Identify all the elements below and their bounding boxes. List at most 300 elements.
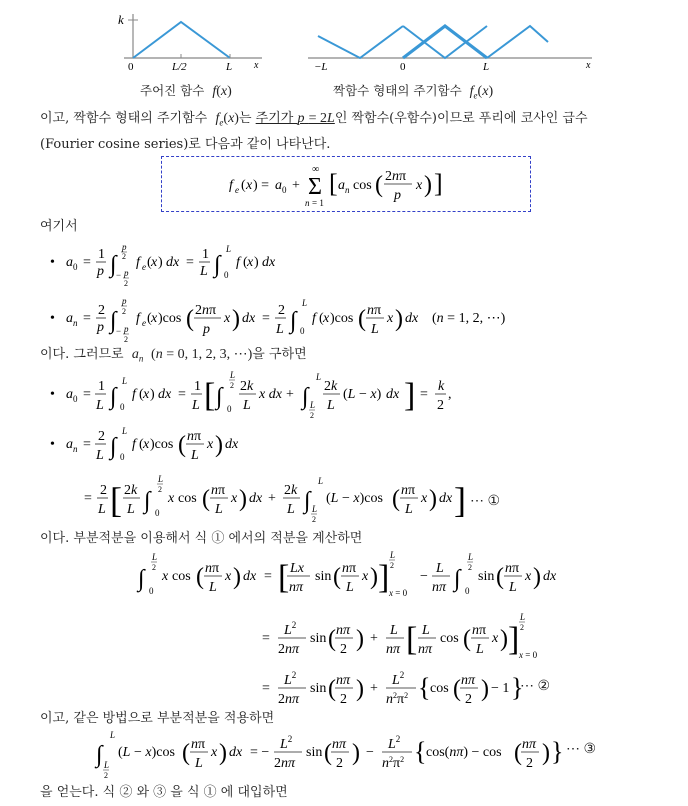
- svg-text:sin: sin: [306, 745, 323, 760]
- svg-text:π: π: [218, 483, 226, 498]
- parts-equation-1: [130, 550, 570, 608]
- svg-text:=: =: [264, 569, 272, 584]
- svg-text:2nπ: 2nπ: [385, 169, 407, 184]
- svg-text:)cos: )cos: [330, 311, 354, 326]
- svg-text:2: 2: [336, 756, 343, 771]
- svg-text:L: L: [390, 623, 398, 638]
- svg-text:cos: cos: [440, 631, 459, 646]
- svg-text:2nπ: 2nπ: [278, 642, 300, 657]
- given-function-plot: [118, 12, 262, 73]
- svg-text:n: n: [342, 561, 349, 576]
- svg-text:2: 2: [390, 561, 394, 570]
- svg-text:): ): [215, 432, 223, 458]
- svg-text:•: •: [50, 311, 55, 326]
- svg-text:nπ: nπ: [289, 580, 304, 595]
- svg-text:a: a: [66, 387, 73, 402]
- svg-text:): ): [370, 564, 378, 590]
- svg-text:k: k: [438, 379, 445, 394]
- svg-text:L2: $L^2$: [284, 670, 297, 688]
- svg-text:[: [: [329, 169, 338, 198]
- svg-text:2: 2: [520, 623, 524, 632]
- svg-text:2: 2: [526, 756, 533, 771]
- intro-line-2: (Fourier cosine series)로 다음과 같이 나타난다.: [40, 137, 331, 152]
- svg-text:(: (: [392, 486, 400, 512]
- svg-text:2: 2: [340, 642, 347, 657]
- svg-text:(: (: [178, 432, 186, 458]
- svg-text:(: (: [358, 306, 366, 332]
- svg-text:n2π2: $n^2\pi^2$: [382, 755, 405, 771]
- svg-text:L: L: [276, 322, 284, 337]
- svg-text:)cos: )cos: [158, 311, 182, 326]
- svg-text:−: −: [420, 569, 428, 584]
- svg-text:): ): [239, 486, 247, 512]
- svg-text:= −: = −: [250, 745, 270, 760]
- svg-text:2: 2: [104, 771, 108, 780]
- svg-text:L: L: [302, 298, 308, 308]
- svg-text:L: L: [195, 756, 203, 771]
- svg-text:]: ]: [434, 169, 443, 198]
- periodic-extension-plot: [308, 26, 592, 73]
- svg-text:dx: dx: [166, 255, 180, 270]
- svg-text:x: x: [151, 255, 158, 270]
- svg-text:x: x: [492, 631, 499, 646]
- svg-text:2: 2: [158, 485, 162, 494]
- svg-text:p: p: [394, 188, 401, 203]
- svg-text:L: L: [316, 372, 322, 382]
- svg-text:π: π: [349, 561, 357, 576]
- svg-text:x: x: [211, 745, 218, 760]
- svg-text:nπ: nπ: [522, 737, 537, 752]
- svg-text:x: x: [225, 569, 232, 584]
- svg-text:(: (: [328, 676, 336, 702]
- svg-text:n: n: [73, 444, 78, 454]
- svg-text:0: 0: [224, 270, 229, 280]
- svg-text:2: 2: [122, 307, 126, 316]
- svg-text:,: ,: [448, 387, 452, 402]
- svg-text:π: π: [198, 737, 206, 752]
- svg-text:0: 0: [73, 262, 78, 272]
- svg-text:L: L: [192, 398, 200, 413]
- svg-text:dx: dx: [405, 311, 419, 326]
- svg-text:+: +: [268, 491, 276, 506]
- an-definition: [40, 290, 560, 346]
- svg-text:L2: $L^2$: [388, 734, 401, 752]
- svg-text:{: {: [414, 737, 427, 766]
- svg-text:p: p: [97, 264, 104, 279]
- svg-text:2: 2: [310, 411, 314, 420]
- svg-text:): ): [352, 740, 360, 766]
- svg-text:L: L: [318, 476, 324, 486]
- svg-text:L: L: [310, 400, 316, 410]
- svg-text:(n = 1, 2, ⋯): (n = 1, 2, ⋯): [432, 311, 506, 326]
- svg-text:a: a: [275, 178, 282, 193]
- svg-text:(: (: [182, 740, 190, 766]
- svg-text:2nπ: 2nπ: [195, 303, 217, 318]
- svg-text:]: ]: [454, 480, 466, 520]
- svg-text:∫: ∫: [138, 566, 145, 592]
- svg-text:(L − x): (L − x): [343, 387, 382, 402]
- eq-mark-2: ⋯ ②: [520, 679, 551, 694]
- parts-equation-2: [240, 610, 560, 668]
- svg-text:=: =: [262, 631, 270, 646]
- svg-text:L: L: [226, 244, 232, 254]
- svg-text:]: ]: [508, 621, 520, 658]
- svg-text:n: n: [401, 483, 408, 498]
- svg-text:x: x: [143, 387, 150, 402]
- svg-text:dx: dx: [262, 255, 276, 270]
- svg-text:L: L: [287, 502, 295, 517]
- svg-text:=: =: [262, 311, 270, 326]
- svg-text:=: =: [420, 387, 428, 402]
- svg-text:L: L: [520, 612, 526, 622]
- svg-text:∞: ∞: [312, 164, 320, 175]
- svg-text:π: π: [374, 303, 382, 318]
- svg-text:∫: ∫: [96, 742, 103, 768]
- svg-text:L: L: [158, 474, 164, 484]
- svg-text:(: (: [241, 178, 246, 193]
- svg-text:2k: 2k: [324, 379, 338, 394]
- svg-text:L: L: [243, 398, 251, 413]
- svg-text:2: 2: [98, 303, 105, 318]
- svg-text:e: e: [235, 185, 239, 195]
- svg-text:dx: dx: [439, 491, 453, 506]
- a0-calculation: [40, 366, 500, 424]
- svg-text:L: L: [422, 623, 430, 638]
- svg-text:(: (: [496, 564, 504, 590]
- svg-text:p: p: [97, 320, 104, 335]
- svg-text:dx: dx: [158, 387, 172, 402]
- svg-text:x: x: [207, 437, 214, 452]
- svg-text:=: =: [186, 255, 194, 270]
- parts-equation-4: [90, 728, 570, 784]
- svg-text:): ): [533, 564, 541, 590]
- parts-intro: 이다. 부분적분을 이용해서 식 ① 에서의 적분을 계산하면: [40, 531, 363, 546]
- final-text: 을 얻는다. 식 ② 와 ③ 을 식 ① 에 대입하면: [40, 785, 288, 800]
- svg-text:f: f: [229, 178, 233, 193]
- svg-text:−: −: [116, 326, 122, 336]
- svg-text:L2: $L^2$: [284, 620, 297, 638]
- svg-text:π: π: [194, 429, 202, 444]
- svg-text:=: =: [83, 255, 91, 270]
- svg-text:L: L: [122, 376, 128, 386]
- svg-text:x: x: [362, 569, 369, 584]
- svg-text:L: L: [468, 552, 474, 562]
- svg-text:nπ: nπ: [432, 580, 447, 595]
- svg-text:n: n: [73, 318, 78, 328]
- svg-text:x: x: [416, 178, 423, 193]
- svg-text:sin: sin: [478, 569, 495, 584]
- svg-text:L: L: [312, 504, 318, 514]
- left-caption: 주어진 함수 f(x): [140, 83, 232, 99]
- svg-text:+: +: [292, 178, 300, 193]
- svg-text:2nπ: 2nπ: [278, 692, 300, 707]
- svg-text:2: 2: [437, 398, 444, 413]
- svg-text:sin: sin: [310, 631, 327, 646]
- svg-text:nπ: nπ: [418, 642, 433, 657]
- svg-text:nπ: nπ: [336, 673, 351, 688]
- svg-text:): ): [219, 740, 227, 766]
- svg-text:L: L: [127, 502, 135, 517]
- svg-text:x: x: [323, 311, 330, 326]
- svg-text:1: 1: [202, 247, 209, 262]
- svg-text:0: 0: [300, 326, 305, 336]
- svg-text:sin: sin: [310, 681, 327, 696]
- svg-text:L: L: [327, 398, 335, 413]
- svg-text:2: 2: [312, 515, 316, 524]
- svg-text:2: 2: [465, 692, 472, 707]
- svg-text:cos(nπ) − cos: cos(nπ) − cos: [426, 745, 502, 760]
- svg-text:−: −: [116, 270, 122, 280]
- left-tick-0: 0: [128, 61, 134, 73]
- svg-text:L: L: [104, 760, 110, 770]
- an-expanded: [40, 472, 520, 528]
- svg-text:+: +: [370, 631, 378, 646]
- svg-text:n: n: [187, 429, 194, 444]
- svg-text:•: •: [50, 255, 55, 270]
- svg-text:=: =: [178, 387, 186, 402]
- svg-text:x: x: [246, 178, 253, 193]
- svg-text:x: x: [387, 311, 394, 326]
- svg-text:(: (: [147, 255, 152, 270]
- svg-text:∫: ∫: [454, 566, 461, 592]
- svg-text:=: =: [83, 437, 91, 452]
- svg-text:nπ: nπ: [461, 673, 476, 688]
- svg-text:L: L: [122, 426, 128, 436]
- svg-text:x: x: [151, 311, 158, 326]
- svg-text:]: ]: [404, 377, 416, 414]
- svg-text:n: n: [205, 561, 212, 576]
- svg-text:∫: ∫: [110, 384, 117, 410]
- svg-text:f: f: [236, 255, 240, 270]
- svg-text:0: 0: [227, 404, 232, 414]
- svg-text:(: (: [463, 626, 471, 652]
- svg-text:0: 0: [149, 586, 154, 596]
- svg-text:(: (: [186, 306, 194, 332]
- svg-text:(: (: [453, 676, 461, 702]
- svg-text:L: L: [346, 580, 354, 595]
- svg-text:L: L: [110, 730, 116, 740]
- svg-text:1: 1: [98, 379, 105, 394]
- parts-equation-3: [240, 664, 540, 714]
- svg-text:(: (: [319, 311, 324, 326]
- svg-text:L: L: [371, 322, 379, 337]
- svg-text:x: x: [525, 569, 532, 584]
- svg-text:): ): [429, 486, 437, 512]
- svg-text:(: (: [139, 437, 144, 452]
- svg-text:(: (: [243, 255, 248, 270]
- svg-text:e: e: [142, 262, 146, 272]
- intro-line-1: 이고, 짝함수 형태의 주기함수 $f_e(x)$는 주기가 p = 2L인 짝함수(우함수)이므로 푸리에 코사인 급수: [40, 111, 588, 128]
- svg-text:): ): [233, 564, 241, 590]
- svg-text:n: n: [305, 198, 310, 208]
- svg-text:dx: dx: [229, 745, 243, 760]
- svg-text:0: 0: [155, 508, 160, 518]
- left-tick-half: L/2: [172, 61, 187, 73]
- svg-text:0: 0: [282, 185, 287, 195]
- svg-text:L: L: [200, 264, 208, 279]
- svg-text:2k: 2k: [240, 379, 254, 394]
- svg-text:Σ: Σ: [308, 174, 322, 200]
- svg-text:x: x: [224, 311, 231, 326]
- svg-text:): ): [150, 387, 155, 402]
- svg-text:L: L: [152, 552, 158, 562]
- svg-text:∫: ∫: [214, 252, 221, 278]
- svg-text:L: L: [509, 580, 517, 595]
- where-label: 여기서: [40, 219, 78, 234]
- svg-text:cos: cos: [430, 681, 449, 696]
- svg-text:}: }: [511, 673, 524, 702]
- svg-text:dx: dx: [243, 569, 257, 584]
- svg-text:dx: dx: [386, 387, 400, 402]
- svg-text:p: p: [124, 268, 129, 278]
- svg-text:L: L: [191, 448, 199, 463]
- same-method-text: 이고, 같은 방법으로 부분적분을 적용하면: [40, 711, 275, 726]
- svg-text:x: x: [143, 437, 150, 452]
- svg-text:2: 2: [230, 381, 234, 390]
- svg-text:π: π: [212, 561, 220, 576]
- svg-text:{: {: [418, 673, 431, 702]
- svg-text:n2π2: $n^2\pi^2$: [386, 691, 409, 707]
- svg-text:(: (: [375, 172, 383, 198]
- svg-text:cos: cos: [178, 491, 197, 506]
- svg-text:(: (: [139, 387, 144, 402]
- svg-text:∫: ∫: [216, 384, 223, 410]
- svg-text:•: •: [50, 437, 55, 452]
- svg-text:): ): [254, 255, 259, 270]
- right-caption: 짝함수 형태의 주기함수 $f_e(x)$: [333, 83, 494, 101]
- svg-text:0: 0: [73, 394, 78, 404]
- svg-text:L: L: [215, 502, 223, 517]
- svg-text:]: ]: [378, 559, 390, 596]
- svg-text:L: L: [96, 398, 104, 413]
- svg-text:x = 0: x = 0: [389, 588, 408, 598]
- svg-text:f: f: [132, 437, 136, 452]
- svg-text:∫: ∫: [304, 488, 311, 514]
- svg-text:x: x: [247, 255, 254, 270]
- svg-text:[: [: [110, 480, 122, 520]
- svg-text:x: x: [168, 491, 175, 506]
- svg-text:p: p: [122, 242, 127, 252]
- svg-text:): ): [395, 306, 403, 332]
- svg-text:π: π: [479, 623, 487, 638]
- svg-text:(: (: [324, 740, 332, 766]
- svg-text:0: 0: [120, 452, 125, 462]
- svg-text:x: x: [421, 491, 428, 506]
- svg-text:x: x: [231, 491, 238, 506]
- svg-text:=: =: [83, 311, 91, 326]
- svg-text:2k: 2k: [284, 483, 298, 498]
- svg-text:dx: dx: [225, 437, 239, 452]
- svg-text:f: f: [136, 255, 140, 270]
- svg-text:dx: dx: [242, 311, 256, 326]
- eq-mark-3: ⋯ ③: [566, 742, 597, 757]
- svg-text:0: 0: [465, 586, 470, 596]
- svg-text:(L − x)cos: (L − x)cos: [326, 491, 383, 506]
- right-tick-L: L: [483, 61, 490, 73]
- svg-text:n: n: [505, 561, 512, 576]
- left-y-label: k: [118, 12, 124, 27]
- svg-text:n: n: [345, 185, 350, 195]
- svg-text:(L − x)cos: (L − x)cos: [118, 745, 175, 760]
- svg-text:•: •: [50, 387, 55, 402]
- svg-text:L: L: [98, 502, 106, 517]
- svg-text:a: a: [66, 255, 73, 270]
- svg-text:π: π: [408, 483, 416, 498]
- svg-text:sin: sin: [315, 569, 332, 584]
- left-tick-L: L: [226, 61, 233, 73]
- svg-text:[: [: [204, 377, 216, 414]
- svg-text:): ): [424, 172, 432, 198]
- svg-text:): ): [500, 626, 508, 652]
- svg-text:+: +: [370, 681, 378, 696]
- svg-text:2: 2: [122, 252, 126, 261]
- fourier-series-formula: [161, 156, 531, 212]
- svg-text:2: 2: [98, 429, 105, 444]
- svg-text:f: f: [132, 387, 136, 402]
- svg-text:2k: 2k: [124, 483, 138, 498]
- svg-text:L: L: [476, 642, 484, 657]
- svg-text:∫: ∫: [290, 308, 297, 334]
- svg-text:nπ: nπ: [386, 642, 401, 657]
- svg-text:1: 1: [98, 247, 105, 262]
- svg-text:a: a: [66, 437, 73, 452]
- svg-text:): ): [232, 306, 240, 332]
- svg-text:L2: $L^2$: [392, 670, 405, 688]
- svg-text:): ): [356, 676, 364, 702]
- right-x-label: x: [586, 60, 591, 71]
- svg-text:Lx: Lx: [290, 561, 304, 576]
- triangle-curve: [133, 22, 230, 58]
- svg-text:2: 2: [152, 563, 156, 572]
- svg-text:=: =: [83, 387, 91, 402]
- svg-text:(: (: [196, 564, 204, 590]
- svg-text:L: L: [390, 550, 396, 560]
- svg-text:(: (: [202, 486, 210, 512]
- svg-text:2: 2: [340, 692, 347, 707]
- svg-text:1: 1: [194, 379, 201, 394]
- svg-text:n: n: [211, 483, 218, 498]
- svg-text:2: 2: [278, 303, 285, 318]
- svg-text:p: p: [203, 322, 210, 337]
- svg-text:−: −: [366, 745, 374, 760]
- svg-text:nπ: nπ: [332, 737, 347, 752]
- svg-text:=: =: [262, 681, 270, 696]
- right-tick-0: 0: [400, 61, 406, 73]
- left-x-label: x: [254, 60, 259, 71]
- svg-text:x: x: [162, 569, 169, 584]
- svg-text:[: [: [278, 559, 290, 596]
- svg-text:+: +: [286, 387, 294, 402]
- svg-text:): ): [158, 255, 163, 270]
- an-calculation: [40, 424, 340, 468]
- svg-text:(: (: [328, 626, 336, 652]
- svg-text:): ): [356, 626, 364, 652]
- svg-text:): ): [481, 676, 489, 702]
- svg-text:)cos: )cos: [150, 437, 174, 452]
- svg-text:0: 0: [120, 402, 125, 412]
- svg-text:∫: ∫: [302, 384, 309, 410]
- svg-text:L: L: [96, 448, 104, 463]
- svg-text:2: 2: [468, 563, 472, 572]
- base-triangle: [403, 26, 487, 58]
- svg-text:a: a: [338, 178, 345, 193]
- svg-text:∫: ∫: [144, 488, 151, 514]
- svg-text:∫: ∫: [110, 252, 117, 278]
- svg-text:p: p: [122, 296, 127, 306]
- svg-text:∫: ∫: [110, 308, 117, 334]
- svg-text:L: L: [405, 502, 413, 517]
- svg-text:= 1: = 1: [312, 198, 324, 208]
